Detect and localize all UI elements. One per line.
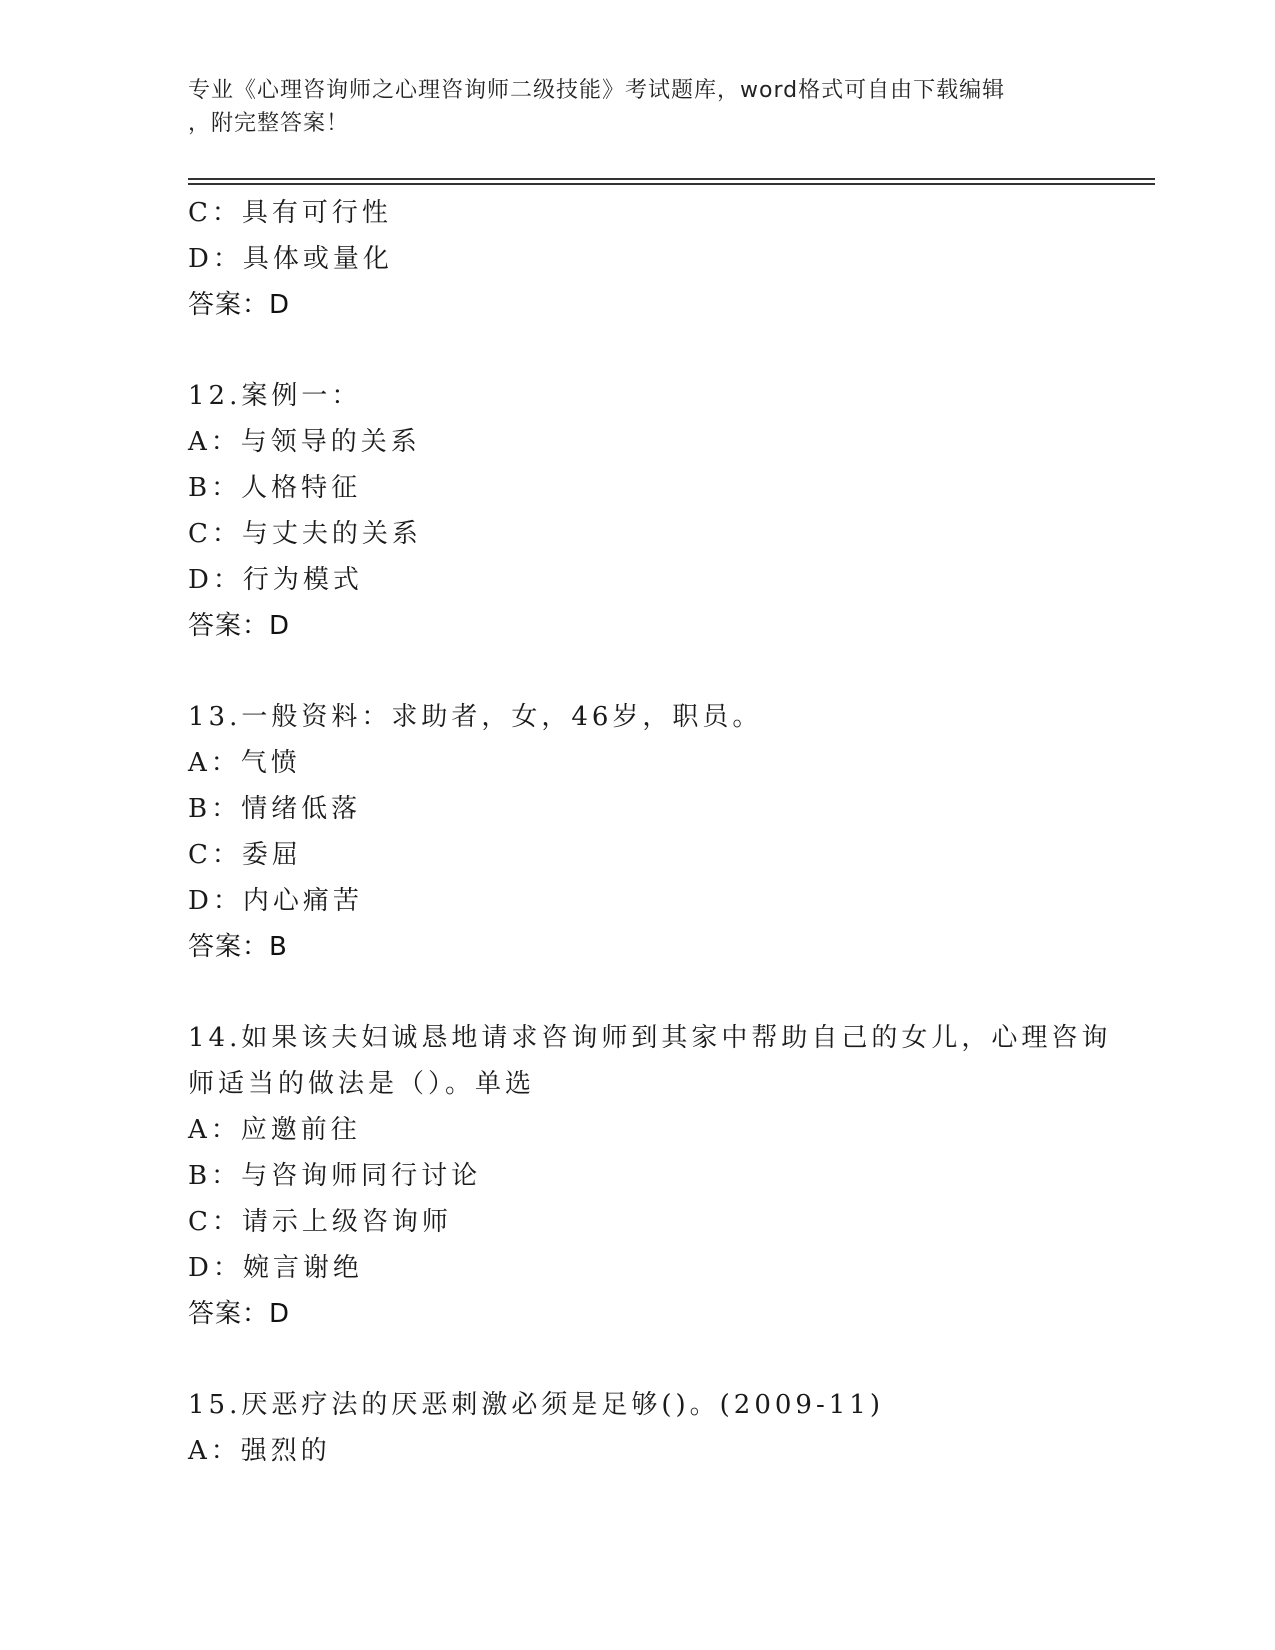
option-a: A：与领导的关系	[188, 427, 421, 457]
question-stem: 15.厌恶疗法的厌恶刺激必须是足够()。(2009-11)	[188, 1390, 884, 1420]
document-header	[188, 74, 1068, 140]
option-d: D：婉言谢绝	[188, 1253, 363, 1283]
header-divider-bottom	[188, 183, 1155, 185]
carryover-question	[188, 190, 1088, 328]
question-stem: 14.如果该夫妇诚恳地请求咨询师到其家中帮助自己的女儿，心理咨询	[188, 1023, 1112, 1053]
option-a: A：气愤	[188, 748, 301, 778]
header-divider-top	[188, 178, 1155, 180]
header-title-line-1: 专业《心理咨询师之心理咨询师二级技能》考试题库，word格式可自由下载编辑	[188, 78, 1006, 103]
answer-line: 答案：D	[188, 611, 291, 641]
option-b: B：情绪低落	[188, 794, 362, 824]
option-b: B：人格特征	[188, 473, 362, 503]
option-d: D：具体或量化	[188, 244, 393, 274]
question-content	[188, 190, 1112, 1474]
question-13	[188, 694, 1088, 970]
question-12	[188, 373, 1088, 649]
option-d: D：内心痛苦	[188, 886, 363, 916]
question-14	[188, 1015, 1112, 1337]
option-c: C：请示上级咨询师	[188, 1207, 452, 1237]
spacer	[188, 1337, 1088, 1382]
header-title-line-2: ，附完整答案！	[188, 111, 350, 136]
question-stem: 13.一般资料：求助者，女，46岁，职员。	[188, 702, 763, 732]
answer-line: 答案：D	[188, 290, 291, 320]
question-stem: 12.案例一：	[188, 381, 362, 411]
spacer	[188, 649, 1088, 694]
option-b: B：与咨询师同行讨论	[188, 1161, 482, 1191]
answer-line: 答案：D	[188, 1299, 291, 1329]
question-15	[188, 1382, 1088, 1474]
spacer	[188, 328, 1088, 373]
option-c: C：具有可行性	[188, 198, 392, 228]
question-stem-continuation: 师适当的做法是（）。单选	[188, 1069, 536, 1099]
option-d: D：行为模式	[188, 565, 363, 595]
option-a: A：强烈的	[188, 1436, 331, 1466]
spacer	[188, 970, 1088, 1015]
option-c: C：委屈	[188, 840, 302, 870]
answer-line: 答案：B	[188, 932, 288, 962]
option-a: A：应邀前往	[188, 1115, 361, 1145]
option-c: C：与丈夫的关系	[188, 519, 422, 549]
